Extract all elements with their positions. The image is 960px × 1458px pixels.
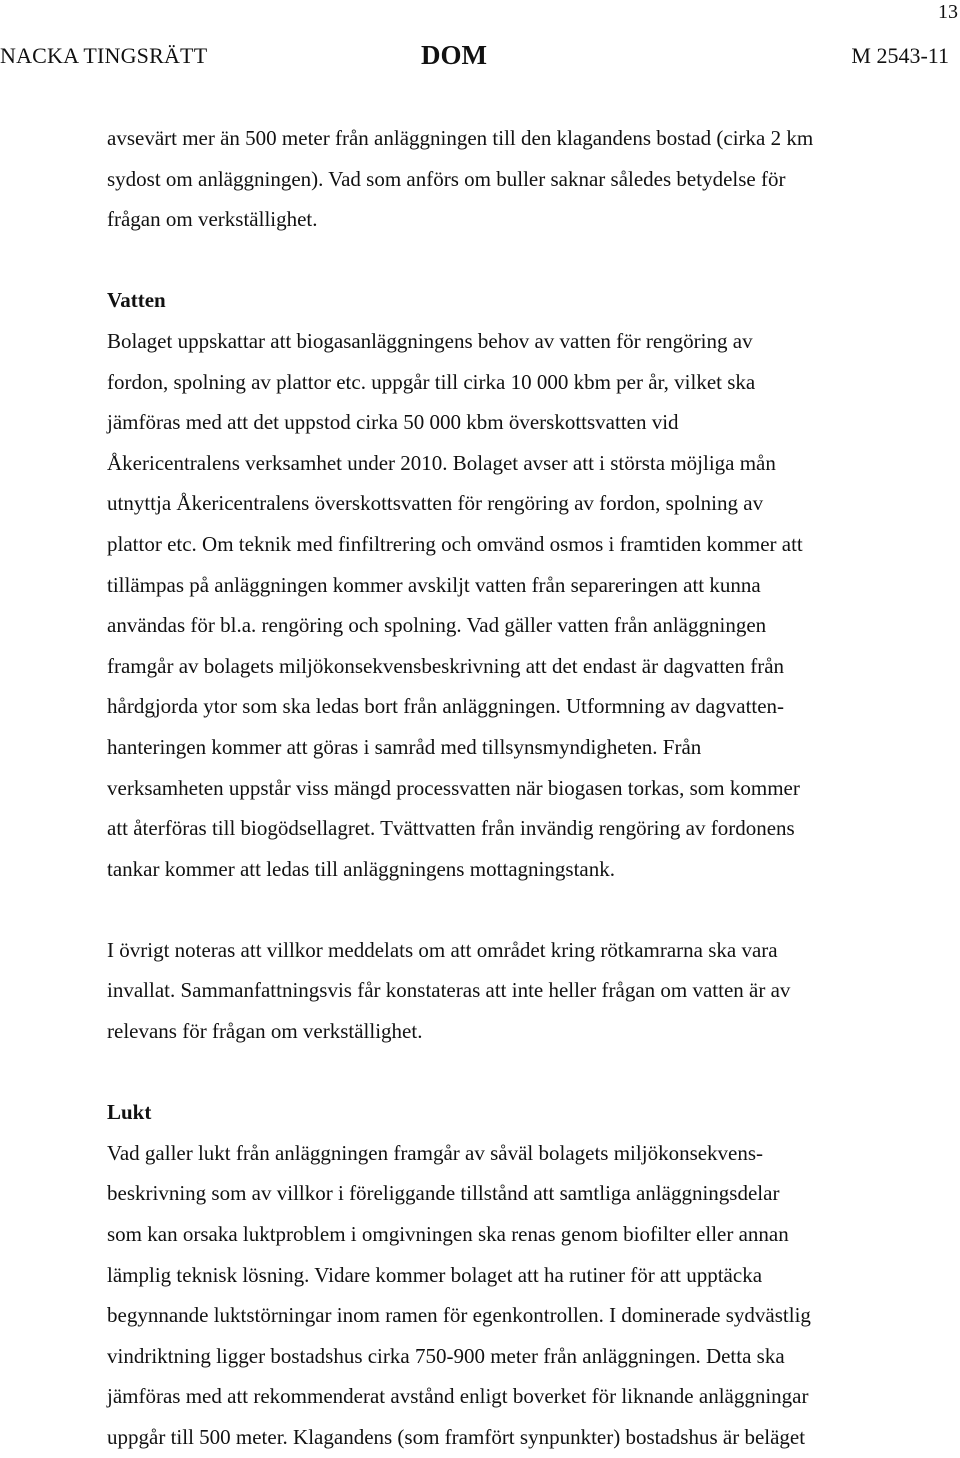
text-line: att återföras till biogödsellagret. Tvättvatten från invändig rengöring av fordonens (107, 816, 795, 841)
text-line: Bolaget uppskattar att biogasanläggningens behov av vatten för rengöring av (107, 328, 753, 353)
text-line: lämplig teknisk lösning. Vidare kommer bolaget att ha rutiner för att upptäcka (107, 1262, 763, 1287)
text-line: invallat. Sammanfattningsvis får konstateras att inte heller frågan om vatten är av (107, 978, 791, 1003)
text-line: frågan om verkställighet. (107, 207, 318, 232)
text-line: sydost om anläggningen). Vad som anförs om buller saknar således betydelse för (107, 166, 786, 191)
text-line: användas för bl.a. rengöring och spolning. Vad gäller vatten från anläggningen (107, 613, 767, 638)
case-number: M 2543-11 (851, 43, 949, 68)
document-type: DOM (421, 40, 487, 70)
text-line: plattor etc. Om teknik med finfiltrering och omvänd osmos i framtiden kommer att (107, 531, 803, 556)
text-line: relevans för frågan om verkställighet. (107, 1019, 423, 1044)
text-line: uppgår till 500 meter. Klagandens (som framfört synpunkter) bostadshus är beläget (107, 1425, 806, 1449)
text-line: tillämpas på anläggningen kommer avskiljt vatten från separeringen att kunna (107, 572, 761, 597)
text-line: fordon, spolning av plattor etc. uppgår till cirka 10 000 kbm per år, vilket ska (107, 369, 756, 394)
text-line: Åkericentralens verksamhet under 2010. Bolaget avser att i största möjliga mån (107, 450, 776, 475)
court-name: NACKA TINGSRÄTT (0, 43, 208, 68)
document-body (107, 118, 907, 1458)
text-line: begynnande luktstörningar inom ramen för egenkontrollen. I dominerade sydvästlig (107, 1303, 811, 1328)
paragraph-gap (107, 889, 907, 930)
text-line: tankar kommer att ledas till anläggningens mottagningstank. (107, 856, 615, 881)
text-line: hanteringen kommer att göras i samråd med tillsynsmyndigheten. Från (107, 734, 702, 759)
page-number: 13 (938, 1, 958, 23)
text-line: som kan orsaka luktproblem i omgivningen ska renas genom biofilter eller annan (107, 1222, 789, 1247)
text-line: vindriktning ligger bostadshus cirka 750-900 meter från anläggningen. Detta ska (107, 1343, 785, 1368)
text-line: framgår av bolagets miljökonsekvensbeskrivning att det endast är dagvatten från (107, 653, 785, 678)
document-header (0, 41, 960, 75)
text-line: Vad galler lukt från anläggningen framgår av såväl bolagets miljökonsekvens- (107, 1140, 764, 1165)
section-heading-vatten: Vatten (107, 288, 166, 313)
text-line: I övrigt noteras att villkor meddelats om att området kring rötkamrarna ska vara (107, 937, 778, 962)
text-line: utnyttja Åkericentralens överskottsvatten för rengöring av fordon, spolning av (107, 491, 764, 516)
text-line: hårdgjorda ytor som ska ledas bort från anläggningen. Utformning av dagvatten- (107, 694, 785, 719)
paragraph-gap (107, 240, 907, 281)
text-line: verksamheten uppstår viss mängd processvatten när biogasen torkas, som kommer (107, 775, 800, 800)
text-line: beskrivning som av villkor i föreliggande tillstånd att samtliga anläggningsdelar (107, 1181, 780, 1206)
text-line: jämföras med att det uppstod cirka 50 000 kbm överskottsvatten vid (107, 410, 679, 435)
section-heading-lukt: Lukt (107, 1100, 152, 1125)
text-line: avsevärt mer än 500 meter från anläggningen till den klagandens bostad (cirka 2 km (107, 126, 814, 150)
text-line: jämföras med att rekommenderat avstånd enligt boverket för liknande anläggningar (107, 1384, 809, 1409)
paragraph-gap (107, 1052, 907, 1093)
